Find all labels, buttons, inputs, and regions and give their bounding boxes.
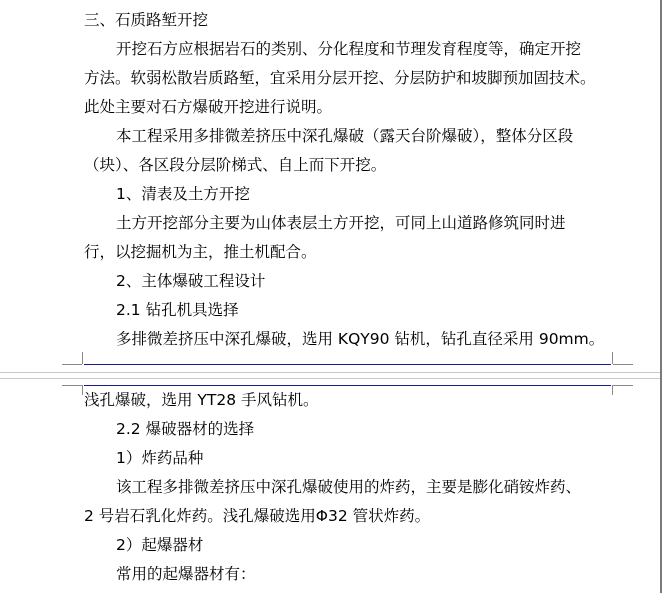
paragraph-line: 该工程多排微差挤压中深孔爆破使用的炸药，主要是膨化硝铵炸药、 bbox=[116, 478, 582, 496]
paragraph-line: 本工程采用多排微差挤压中深孔爆破（露天台阶爆破），整体分区段 bbox=[116, 127, 574, 145]
document-page-2 bbox=[0, 379, 662, 593]
paragraph-line: 2 号岩石乳化炸药。浅孔爆破选用Φ32 管状炸药。 bbox=[84, 507, 431, 525]
page-gap bbox=[0, 372, 662, 379]
item-heading: 1）炸药品种 bbox=[116, 449, 204, 467]
paragraph-line: 常用的起爆器材有： bbox=[116, 565, 256, 583]
header-rule bbox=[84, 385, 611, 386]
crop-mark bbox=[612, 352, 613, 364]
paragraph-line: 土方开挖部分主要为山体表层土方开挖，可同上山道路修筑同时进 bbox=[116, 214, 566, 232]
crop-mark bbox=[612, 385, 613, 395]
crop-mark bbox=[613, 364, 633, 365]
paragraph-line: 此处主要对石方爆破开挖进行说明。 bbox=[84, 98, 333, 116]
subsection-heading: 2.1 钻孔机具选择 bbox=[116, 301, 239, 319]
section-heading: 三、石质路堑开挖 bbox=[84, 11, 209, 29]
item-heading: 1、清表及土方开挖 bbox=[116, 185, 250, 203]
paragraph-line: （块）、各区段分层阶梯式、自上而下开挖。 bbox=[84, 156, 387, 174]
crop-mark bbox=[613, 385, 633, 386]
item-heading: 2）起爆器材 bbox=[116, 536, 204, 554]
item-heading: 2、主体爆破工程设计 bbox=[116, 272, 266, 290]
paragraph-line: 方法。软弱松散岩质路堑，宜采用分层开挖、分层防护和坡脚预加固技术。 bbox=[84, 69, 596, 87]
footer-rule bbox=[84, 364, 611, 365]
paragraph-line: 行，以挖掘机为主，推土机配合。 bbox=[84, 243, 317, 261]
crop-mark bbox=[82, 352, 83, 364]
subsection-heading: 2.2 爆破器材的选择 bbox=[116, 420, 255, 438]
paragraph-line: 浅孔爆破，选用 YT28 手风钻机。 bbox=[84, 391, 319, 409]
paragraph-line: 开挖石方应根据岩石的类别、分化程度和节理发育程度等，确定开挖 bbox=[116, 40, 582, 58]
crop-mark bbox=[62, 385, 82, 386]
crop-mark bbox=[62, 364, 82, 365]
paragraph-line: 多排微差挤压中深孔爆破，选用 KQY90 钻机，钻孔直径采用 90mm。 bbox=[116, 330, 605, 348]
crop-mark bbox=[82, 385, 83, 395]
